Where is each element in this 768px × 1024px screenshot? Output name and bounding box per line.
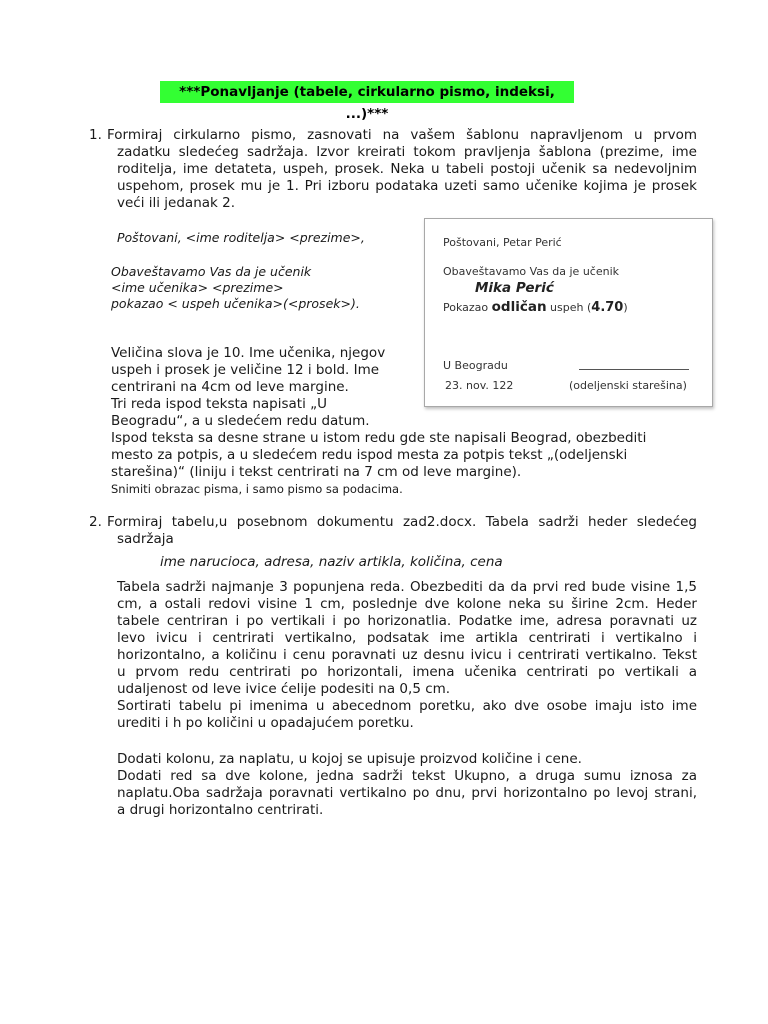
desc-line: Veličina slova je 10. Ime učenika, njegov (111, 345, 386, 361)
desc-line: Ispod teksta sa desne strane u istom redu gde ste napisali Beograd, obezbediti (111, 430, 647, 446)
preview-student-name: Mika Perić (475, 280, 554, 296)
preview-city: U Beogradu (443, 359, 508, 372)
preview-result-word: odličan (491, 299, 547, 315)
template-body (111, 264, 360, 312)
task1-line: uspehom, prosek mu je 1. Pri izboru podataka uzeti samo učenike kojima je prosek (117, 178, 697, 194)
task2-line: levo ivicu i centrirati vertikalno, podsatak ime artikla centrirati i vertikalno i (117, 630, 697, 646)
task2-line: horizontalno, a količinu i cenu poravnati uz desnu ivicu i centrirati vertikalno. Tekst (117, 647, 697, 663)
task1-line: zadatku sledećeg sadržaja. Izvor kreirati tokom pravljenja šablona (prezime, ime (117, 144, 697, 160)
task2-extra-line: Dodati red sa dve kolone, jedna sadrži tekst Ukupno, a druga sumu iznosa za (117, 768, 697, 784)
task2-intro (107, 514, 697, 531)
preview-result-prefix: Pokazao (443, 301, 492, 314)
task1-paragraph-cont (117, 144, 697, 212)
task2-extra-line: a drugi horizontalno centrirati. (117, 802, 324, 818)
task2-extra-line: naplatu.Oba sadržaja poravnati vertikalno po dnu, prvi horizontalno po levoj strani, (117, 785, 697, 801)
preview-result-avg: 4.70 (591, 300, 624, 315)
letter-preview (424, 218, 713, 407)
preview-signature-caption: (odeljenski starešina) (569, 379, 687, 392)
task1-line: veći ili jedanak 2. (117, 195, 236, 211)
desc-line: centrirani na 4cm od leve margine. (111, 379, 349, 395)
preview-result-end: ) (623, 301, 628, 314)
signature-line (579, 369, 689, 370)
task2-line: Tabela sadrži najmanje 3 popunjena reda. Obezbediti da da prvi red bude visine 1,5 (117, 579, 697, 595)
template-line: pokazao < uspeh učenika>(<prosek>). (111, 296, 360, 311)
template-line: <ime učenika> <prezime> (111, 280, 284, 295)
task2-extra-line: Dodati kolonu, za naplatu, u kojoj se upisuje proizvod količine i cene. (117, 751, 582, 767)
task2-line: u prvom redu centrirati po horizontali, imena učenika centrirati po vertikali a (117, 664, 697, 680)
table-header-fields: ime narucioca, adresa, naziv artikla, količina, cena (160, 554, 503, 570)
task2-body (117, 579, 697, 732)
preview-date: 23. nov. 122 (445, 379, 514, 392)
task1-paragraph (107, 127, 697, 144)
task2-line: Sortirati tabelu pi imenima u abecednom poretku, ako dve osobe imaju isto ime (117, 698, 697, 714)
preview-result (443, 299, 628, 315)
task2-intro-line: Formiraj tabelu,u posebnom dokumentu zad2.docx. Tabela sadrži heder sledećeg (107, 514, 697, 530)
preview-intro: Obaveštavamo Vas da je učenik (443, 265, 619, 278)
task2-line: tabele centriran i po vertikali i po horizonatlia. Podatke ime, adresa poravnati uz (117, 613, 697, 629)
desc-line: uspeh i prosek je veličine 12 i bold. Ime (111, 362, 380, 378)
template-greeting: Poštovani, <ime roditelja> <prezime>, (117, 230, 365, 245)
task1-line: roditelja, ime detateta, uspeh, prosek. Neka u tabeli postoji učenik sa nedevoljnim (117, 161, 697, 177)
task2-line: urediti i h po količini u opadajućem poretku. (117, 715, 414, 731)
task2-line: cm, a ostali redovi visine 1 cm, poslednje dve kolone neka su širine 2cm. Heder (117, 596, 697, 612)
page-title: ***Ponavljanje (tabele, cirkularno pismo, indeksi, ...)*** (160, 81, 574, 103)
task2-extra (117, 751, 697, 819)
task2-line: udaljenost od leve ivice ćelije podesiti na 0,5 cm. (117, 681, 451, 697)
task2-number: 2. (89, 514, 102, 530)
task1-number: 1. (89, 127, 102, 143)
desc-line: Beogradu“, a u sledećem redu datum. (111, 413, 370, 429)
preview-result-mid: uspeh ( (546, 301, 592, 314)
task1-description-full (111, 430, 691, 481)
task1-line: Formiraj cirkularno pismo, zasnovati na vašem šablonu napravljenom u prvom (107, 127, 697, 143)
task1-description-short (111, 345, 411, 430)
preview-greeting: Poštovani, Petar Perić (443, 236, 562, 249)
save-note: Snimiti obrazac pisma, i samo pismo sa podacima. (111, 482, 403, 496)
task2-intro-cont: sadržaja (117, 531, 174, 547)
template-line: Obaveštavamo Vas da je učenik (111, 264, 312, 279)
desc-line: Tri reda ispod teksta napisati „U (111, 396, 327, 412)
desc-line: starešina)“ (liniju i tekst centrirati na 7 cm od leve margine). (111, 464, 522, 480)
desc-line: mesto za potpis, a u sledećem redu ispod mesta za potpis tekst „(odeljenski (111, 447, 628, 463)
